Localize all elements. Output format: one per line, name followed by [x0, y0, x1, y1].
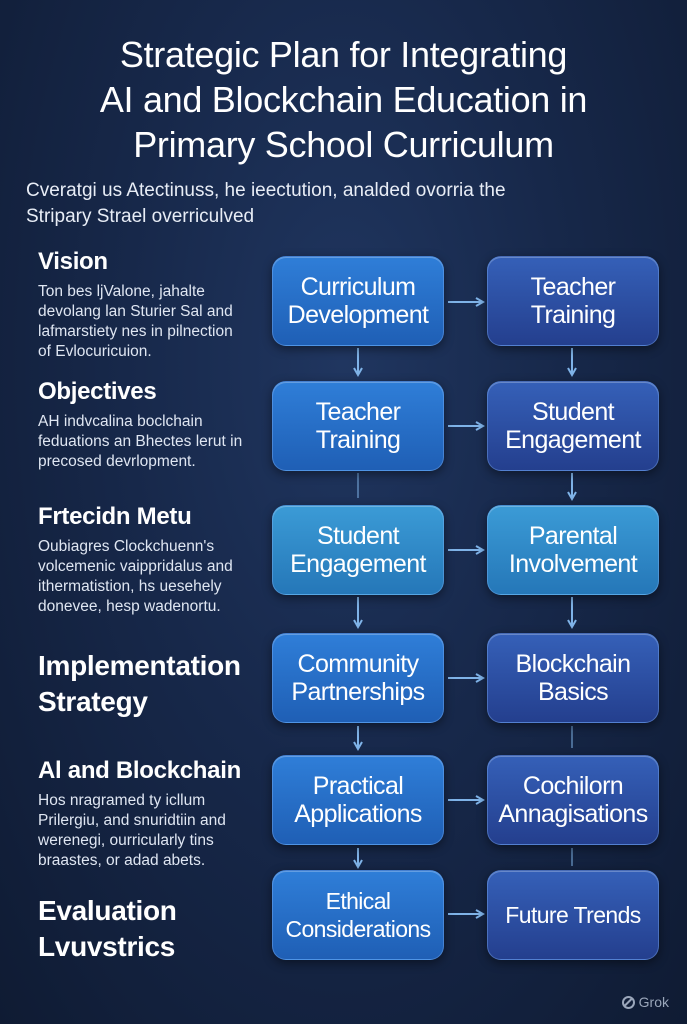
box-student-engagement-right: Student Engagement — [487, 381, 659, 471]
box-teacher-training-top: Teacher Training — [487, 256, 659, 346]
box-future-trends: Future Trends — [487, 870, 659, 960]
box-curriculum-development: Curriculum Development — [272, 256, 444, 346]
section-title: Al and Blockchain — [38, 757, 241, 784]
grok-logo-icon — [622, 996, 635, 1009]
box-blockchain-basics: Blockchain Basics — [487, 633, 659, 723]
box-community-partnerships: Community Partnerships — [272, 633, 444, 723]
section-body: Oubiagres Clockchuenn's volcemenic vaippridalus and ithermatistion, hs uesehely donevee, hesp wadenortu. — [38, 538, 233, 615]
box-parental-involvement: Parental Involvement — [487, 505, 659, 595]
section-title: Implementation Strategy — [38, 650, 241, 717]
box-practical-applications: Practical Applications — [272, 755, 444, 845]
section-title: Vision — [38, 248, 108, 275]
box-teacher-training: Teacher Training — [272, 381, 444, 471]
section-body: AH indvcalina boclchain feduations an Bhectes lerut in precosed devrlopment. — [38, 413, 243, 470]
box-ethical-considerations: Ethical Considerations — [272, 870, 444, 960]
title-line-1: Strategic Plan for Integrating — [119, 34, 568, 75]
watermark — [622, 994, 669, 1010]
title-line-2: AI and Blockchain Education in — [99, 79, 588, 120]
subtitle-line-2: Stripary Strael overriculved — [26, 206, 255, 227]
section-title: Objectives — [38, 378, 157, 405]
section-body: Hos nragramed ty icllum Prilergiu, and snuridtiin and werenegi, ourricularly tins braastes, or adad abets. — [38, 792, 226, 869]
box-cochilorn-annagisations: Cochilorn Annagisations — [487, 755, 659, 845]
box-student-engagement: Student Engagement — [272, 505, 444, 595]
subtitle-line-1: Cveratgi us Atectinuss, he iеectution, analded ovorria the — [26, 180, 506, 201]
watermark-text: Grok — [638, 994, 669, 1010]
section-title: Evaluation Lvuvstrics — [38, 895, 177, 962]
section-body: Ton bes ljValone, jahalte devolang lan Sturier Sal and lafmarstiety nes in pilnection of Evlocuricuion. — [38, 283, 233, 360]
section-title: Frtecidn Metu — [38, 503, 192, 530]
title-line-3: Primary School Curriculum — [133, 124, 554, 165]
